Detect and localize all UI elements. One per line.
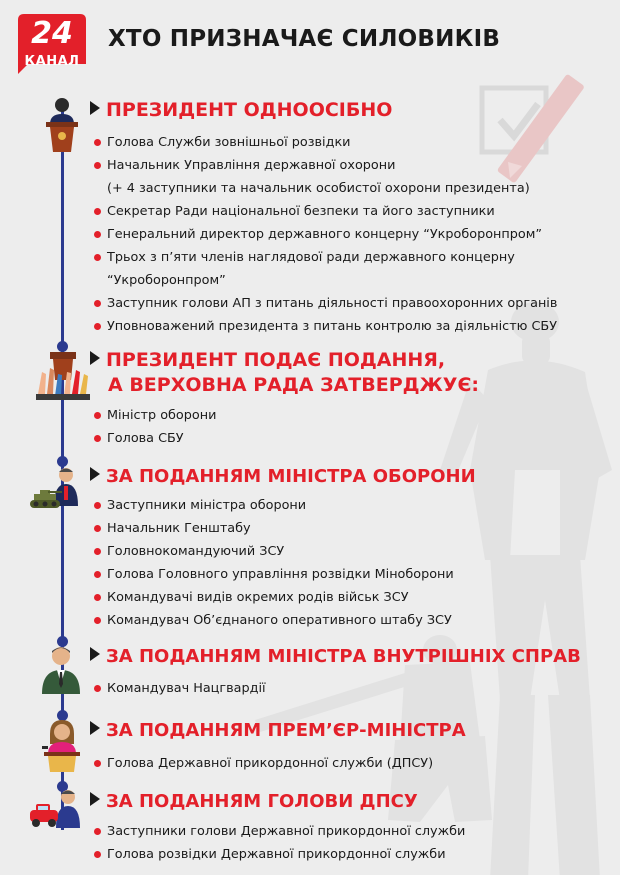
list-item: Міністр оборони [94,404,216,427]
page-title: ХТО ПРИЗНАЧАЄ СИЛОВИКІВ [108,26,501,52]
section-title-prime-minister: ЗА ПОДАННЯМ ПРЕМ’ЄР-МІНІСТРА [90,720,466,741]
border-guard-icon [28,788,84,830]
list-item: Головнокомандуючий ЗСУ [94,540,454,563]
list-item: Начальник Управління державної охорони [94,154,557,177]
list-item: Заступники міністра оборони [94,494,454,517]
parliament-vote-icon [36,350,90,400]
list-item: Голова розвідки Державної прикордонної служби [94,843,465,866]
list-item: Голова Головного управління розвідки Міноборони [94,563,454,586]
list-item: Секретар Ради національної безпеки та його заступники [94,200,557,223]
defense-minister-list [94,494,454,632]
prime-minister-icon [40,718,82,772]
list-item: Командувачі видів окремих родів військ ЗСУ [94,586,454,609]
arrow-right-icon [90,101,100,115]
minister-icon [40,644,82,696]
list-item: Начальник Генштабу [94,517,454,540]
list-item: Командувач Об’єднаного оперативного штабу ЗСУ [94,609,454,632]
prime-minister-list [94,752,433,775]
president-and-rada-list [94,404,216,450]
list-item: Голова СБУ [94,427,216,450]
list-item: Заступник голови АП з питань діяльності правоохоронних органів [94,292,557,315]
list-item: Голова Державної прикордонної служби (ДПСУ) [94,752,433,775]
list-item-continuation: (+ 4 заступники та начальник особистої охорони президента) [107,181,530,196]
interior-minister-list [94,677,266,700]
section-title-president-and-rada: ПРЕЗИДЕНТ ПОДАЄ ПОДАННЯ, А ВЕРХОВНА РАДА ЗАТВЕРДЖУЄ: [90,348,479,398]
tank-officer-icon [28,466,82,516]
section-title-president-alone: ПРЕЗИДЕНТ ОДНООСІБНО [90,99,392,121]
arrow-right-icon [90,792,100,806]
arrow-right-icon [90,467,100,481]
president-alone-list [94,131,557,338]
list-item: Голова Служби зовнішньої розвідки [94,131,557,154]
section-title-dpsu-head: ЗА ПОДАННЯМ ГОЛОВИ ДПСУ [90,791,418,812]
logo-text: КАНАЛ [24,54,80,69]
dpsu-head-list [94,820,465,866]
arrow-right-icon [90,647,100,661]
list-item: Трьох з п’яти членів наглядової ради державного концерну [94,246,557,269]
list-item: Генеральний директор державного концерну “Укроборонпром” [94,223,557,246]
president-podium-icon [42,96,82,154]
list-item: Уповноважений президента з питань контролю за діяльністю СБУ [94,315,557,338]
list-item: Командувач Нацгвардії [94,677,266,700]
logo-number: 24 [31,16,73,51]
list-item: Заступники голови Державної прикордонної служби [94,820,465,843]
section-title-interior-minister: ЗА ПОДАННЯМ МІНІСТРА ВНУТРІШНІХ СПРАВ [90,646,581,667]
arrow-right-icon [90,351,100,365]
list-item-continuation: “Укроборонпром” [107,273,226,288]
arrow-right-icon [90,721,100,735]
section-title-defense-minister: ЗА ПОДАННЯМ МІНІСТРА ОБОРОНИ [90,466,476,487]
channel-24-logo[interactable] [14,14,100,78]
